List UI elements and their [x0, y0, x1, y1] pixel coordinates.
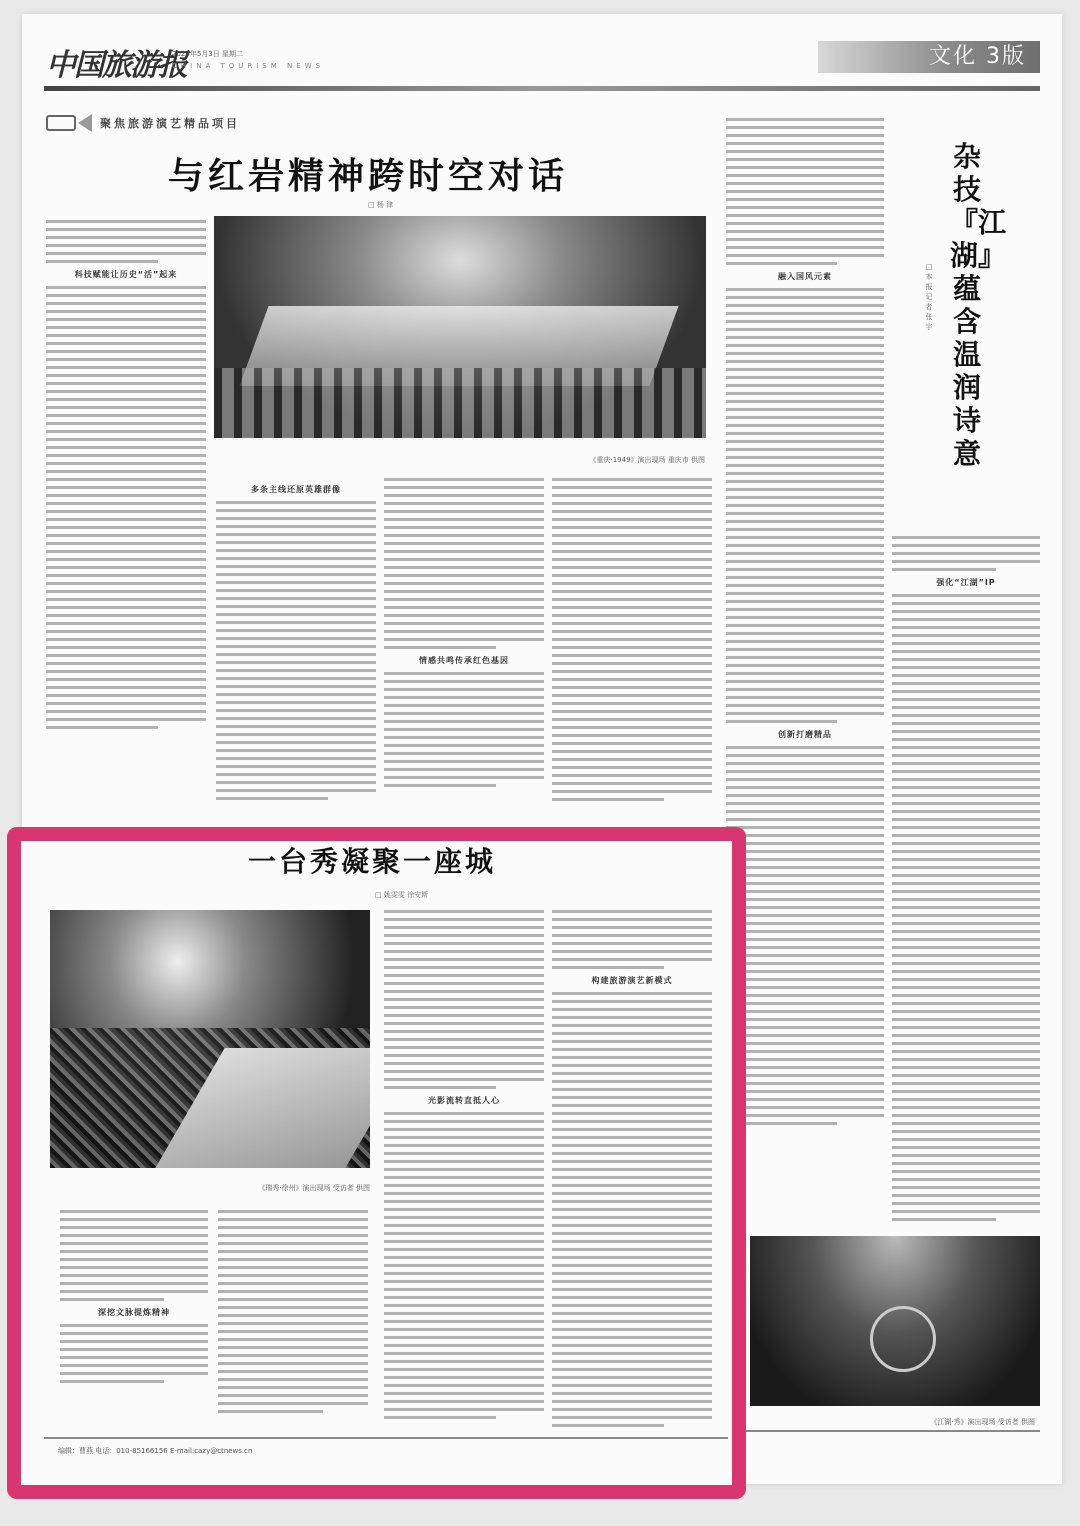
editor-contact-line: 编辑：曹燕 电话：010-85166156 E-mail:cazy@ctnews.cn [58, 1447, 253, 1455]
article3-photo-caption: 《瑞秀·徐州》演出现场 受访者 供图 [258, 1184, 370, 1192]
article2-photo-caption: 《江湖·秀》演出现场 受访者 供图 [930, 1418, 1035, 1426]
article1-column-3 [384, 478, 544, 787]
date-line: 2024年5月3日 星期二 [172, 50, 243, 58]
article3-subhead-1: 深挖文脉提炼精神 [98, 1308, 170, 1317]
article1-byline: □ 杨 津 [368, 201, 394, 209]
masthead-meta [172, 48, 324, 72]
article3-column-1 [60, 1210, 208, 1383]
article3-photo [50, 910, 370, 1168]
article1-column-4 [552, 478, 712, 801]
article1-headline: 与红岩精神跨时空对话 [168, 155, 569, 197]
article1-photo [214, 216, 706, 438]
english-name: CHINA TOURISM NEWS [172, 62, 325, 70]
footer-rule [44, 1437, 728, 1439]
article3-headline: 一台秀凝聚一座城 [248, 845, 497, 878]
article3-column-3 [384, 910, 544, 1419]
series-tag [46, 112, 240, 134]
article1-subhead-2: 多条主线还原英雄群像 [251, 485, 341, 494]
article3-subhead-3: 构建旅游演艺新模式 [591, 976, 673, 985]
article3-column-4 [552, 910, 712, 1427]
article1-subhead-1: 科技赋能让历史“活”起来 [74, 270, 178, 279]
newspaper-logo: 中国旅游报 [46, 48, 186, 83]
article2-headline: 杂技『江湖』蕴含温润诗意 [950, 140, 1007, 470]
article1-column-2 [216, 478, 376, 800]
article1-subhead-3: 情感共鸣传承红色基因 [419, 656, 509, 665]
article1-column-1 [46, 220, 206, 729]
article2-subhead-2: 创新打磨精品 [778, 730, 832, 739]
article2-subhead-3: 强化“江湖”IP [936, 578, 996, 587]
article2-column-1 [726, 118, 884, 1125]
header-rule [44, 86, 1040, 91]
article3-column-2 [218, 1210, 368, 1413]
article2-subhead-1: 融入国风元素 [778, 272, 832, 281]
section-label: 文化 3版 [818, 41, 1040, 73]
article1-photo-caption: 《重庆·1949》演出现场 重庆市 供图 [589, 456, 705, 464]
article2-photo [750, 1236, 1040, 1406]
article2-column-2 [892, 536, 1040, 1221]
article2-byline: □ 本报记者 张宇 [925, 263, 933, 331]
article3-byline: □ 姚雯雯 徐安斯 [375, 891, 429, 899]
film-camera-icon [46, 112, 94, 134]
series-title: 聚焦旅游演艺精品项目 [100, 117, 240, 130]
article3-subhead-2: 光影流转直抵人心 [428, 1096, 500, 1105]
footer-rule-right [746, 1430, 1040, 1432]
